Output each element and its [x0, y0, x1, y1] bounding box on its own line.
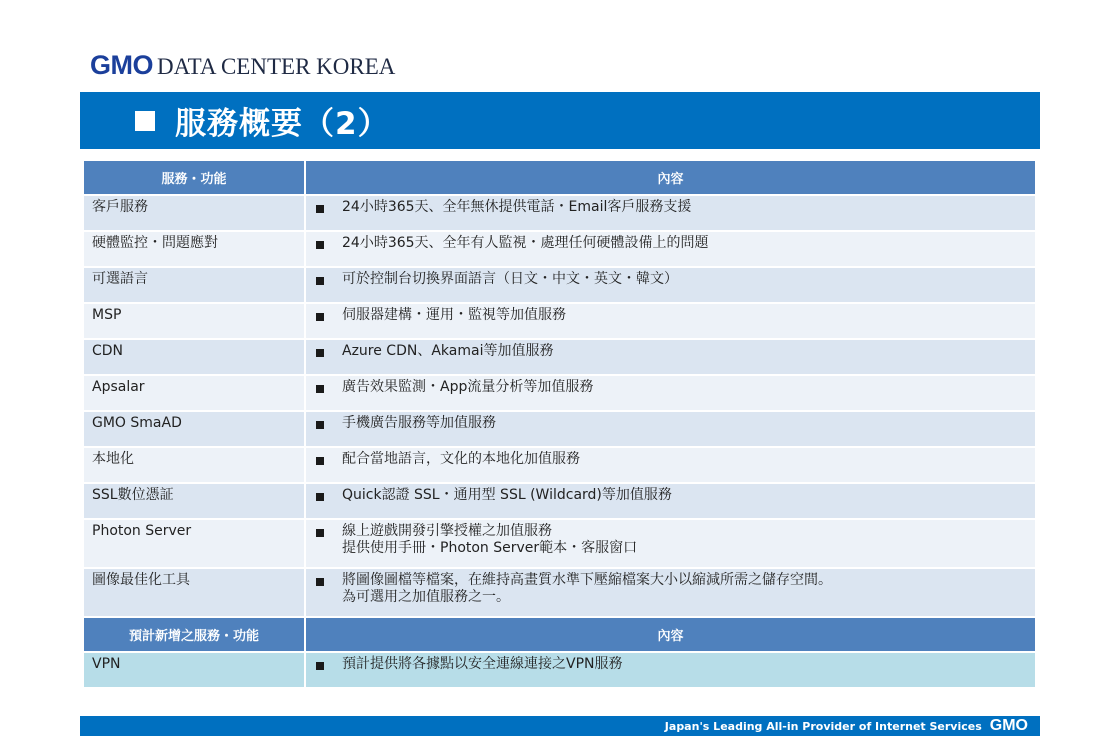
content-line: 將圖像圖檔等檔案，在維持高畫質水準下壓縮檔案大小以縮減所需之儲存空間。 [342, 572, 832, 588]
service-name: 圖像最佳化工具 [84, 568, 305, 617]
service-content [305, 375, 1036, 411]
page-title: 服務概要（2） [175, 106, 390, 142]
service-name: Photon Server [84, 519, 305, 568]
service-content [305, 447, 1036, 483]
table-row [84, 483, 1036, 519]
content-line: 手機廣告服務等加值服務 [342, 415, 496, 431]
service-name: VPN [84, 652, 305, 688]
service-name: MSP [84, 303, 305, 339]
company-logo [90, 50, 395, 80]
content-line: 可於控制台切換界面語言（日文・中文・英文・韓文） [342, 271, 678, 287]
table-row [84, 375, 1036, 411]
square-bullet-icon [135, 111, 155, 131]
footer-tagline: Japan's Leading All-in Provider of Internet Services [664, 719, 982, 733]
header-content: 內容 [305, 161, 1036, 195]
table-row [84, 267, 1036, 303]
service-content [305, 411, 1036, 447]
table-row [84, 519, 1036, 568]
table-header-row [84, 617, 1036, 652]
service-content [305, 568, 1036, 617]
logo-text: DATA CENTER KOREA [157, 54, 396, 79]
content-line: 為可選用之加值服務之一。 [342, 589, 510, 605]
content-line: Azure CDN、Akamai等加值服務 [342, 343, 554, 359]
header-content: 內容 [305, 617, 1036, 652]
table-row [84, 195, 1036, 231]
table-row [84, 411, 1036, 447]
service-content [305, 339, 1036, 375]
content-line: 線上遊戲開發引擎授權之加值服務 [342, 523, 552, 539]
service-name: 本地化 [84, 447, 305, 483]
service-content [305, 303, 1036, 339]
service-name: Apsalar [84, 375, 305, 411]
table-row [84, 303, 1036, 339]
content-line: 伺服器建構・運用・監視等加值服務 [342, 307, 566, 323]
content-line: 24小時365天、全年有人監視・處理任何硬體設備上的問題 [342, 235, 709, 251]
header-service: 服務・功能 [84, 161, 305, 195]
square-bullet-icon [316, 421, 324, 429]
content-line: 24小時365天、全年無休提供電話・Email客戶服務支援 [342, 199, 692, 215]
content-line: Quick認證 SSL・通用型 SSL (Wildcard)等加值服務 [342, 487, 672, 503]
service-name: SSL數位憑証 [84, 483, 305, 519]
service-name: GMO SmaAD [84, 411, 305, 447]
table-row [84, 652, 1036, 688]
service-name: CDN [84, 339, 305, 375]
square-bullet-icon [316, 529, 324, 537]
service-name: 可選語言 [84, 267, 305, 303]
service-content [305, 652, 1036, 688]
square-bullet-icon [316, 241, 324, 249]
footer-bar [80, 716, 1040, 736]
service-name: 客戶服務 [84, 195, 305, 231]
square-bullet-icon [316, 205, 324, 213]
square-bullet-icon [316, 277, 324, 285]
service-content [305, 195, 1036, 231]
square-bullet-icon [316, 385, 324, 393]
table-row [84, 339, 1036, 375]
header-service: 預計新增之服務・功能 [84, 617, 305, 652]
square-bullet-icon [316, 578, 324, 586]
content-line: 提供使用手冊・Photon Server範本・客服窗口 [342, 540, 638, 556]
service-content [305, 267, 1036, 303]
content-line: 配合當地語言，文化的本地化加值服務 [342, 451, 580, 467]
service-name: 硬體監控・問題應對 [84, 231, 305, 267]
square-bullet-icon [316, 662, 324, 670]
table-row [84, 447, 1036, 483]
footer-logo: GMO [989, 717, 1028, 734]
table-header-row [84, 161, 1036, 195]
square-bullet-icon [316, 457, 324, 465]
title-bar [80, 92, 1040, 149]
content-line: 預計提供將各據點以安全連線連接之VPN服務 [342, 656, 623, 672]
services-table [84, 161, 1037, 689]
content-line: 廣告效果監測・App流量分析等加值服務 [342, 379, 594, 395]
square-bullet-icon [316, 349, 324, 357]
service-content [305, 519, 1036, 568]
table-row [84, 568, 1036, 617]
square-bullet-icon [316, 313, 324, 321]
logo-brand: GMO [90, 50, 153, 80]
table-row [84, 231, 1036, 267]
square-bullet-icon [316, 493, 324, 501]
service-content [305, 483, 1036, 519]
service-content [305, 231, 1036, 267]
